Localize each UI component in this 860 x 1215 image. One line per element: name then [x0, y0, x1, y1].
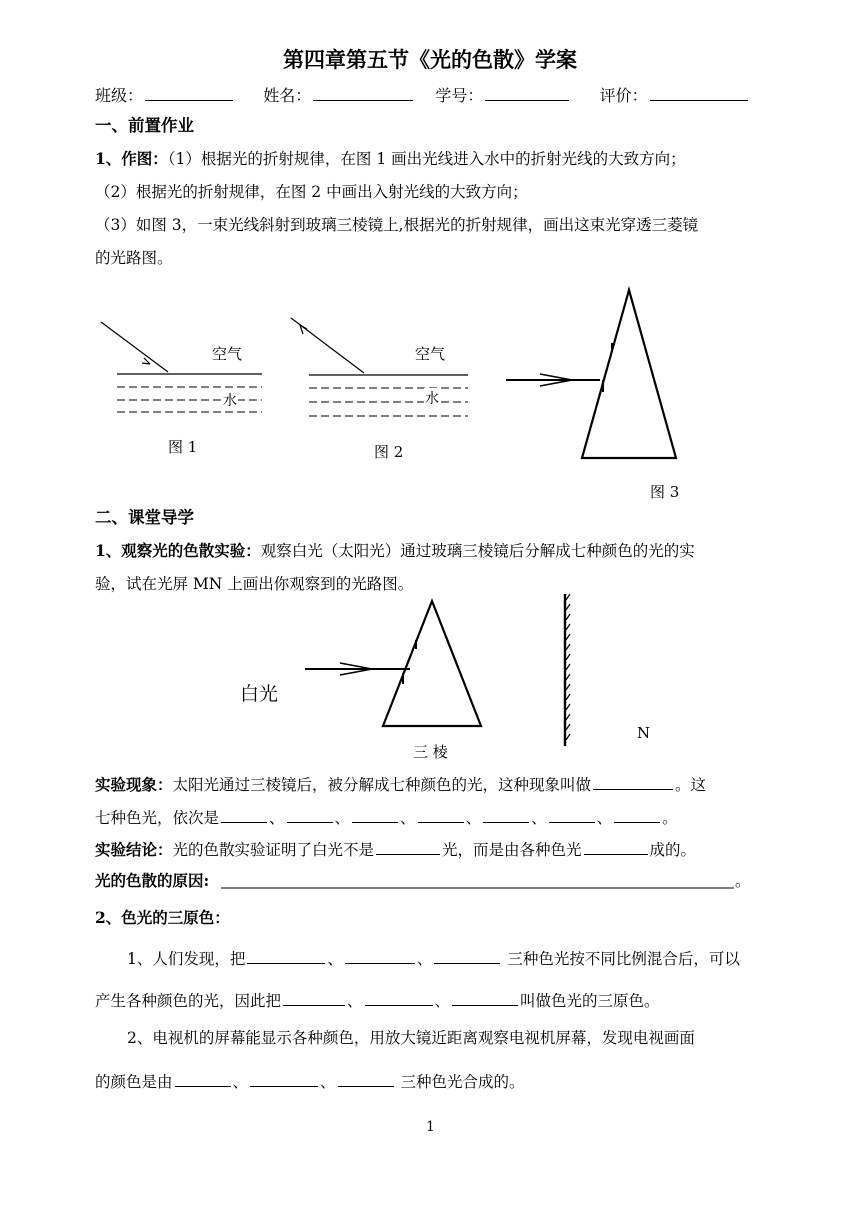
exp-line2: 验，试在光屏 MN 上画出你观察到的光路图。	[95, 575, 414, 593]
class-label: 班级：	[95, 86, 144, 105]
p2-line2	[95, 1070, 525, 1092]
p1-line2-b: 叫做色光的三原色。	[520, 992, 660, 1010]
phenomenon-line1	[95, 773, 706, 795]
figure-2	[291, 318, 468, 416]
conclusion-blank[interactable]	[584, 838, 648, 855]
conclusion-head: 实验结论：	[95, 840, 173, 859]
name-label: 姓名：	[263, 86, 312, 105]
separator: 、	[334, 809, 351, 827]
prism	[383, 601, 481, 726]
prism-label: 三 棱	[413, 743, 448, 761]
fig2-air-label: 空气	[415, 345, 446, 363]
conclusion-a: 光的色散实验证明了白光不是	[172, 841, 375, 859]
exp-head: 1、观察光的色散实验：	[95, 541, 261, 560]
page-title: 第四章第五节《光的色散》学案	[283, 48, 577, 72]
separator: 、	[327, 950, 343, 968]
color-blank[interactable]	[352, 806, 398, 823]
primary-blank[interactable]	[247, 947, 325, 964]
primary-blank[interactable]	[365, 989, 433, 1006]
tv-blank[interactable]	[338, 1070, 394, 1087]
separator: 、	[465, 809, 482, 827]
fig1-caption: 图 1	[168, 438, 198, 456]
tv-blank[interactable]	[175, 1070, 231, 1087]
conclusion-c: 成的。	[649, 841, 697, 859]
q3-line1: （3）如图 3，一束光线斜射到玻璃三棱镜上,根据光的折射规律，画出这束光穿透三菱镜	[95, 216, 699, 234]
primary-blank[interactable]	[283, 989, 345, 1006]
color-blank[interactable]	[614, 806, 660, 823]
fig2-water-label: 水	[424, 388, 440, 408]
separator: 、	[434, 992, 451, 1010]
incident-ray	[101, 322, 168, 372]
color-blank[interactable]	[287, 806, 333, 823]
phenomenon-line2	[95, 806, 678, 828]
phenomenon-line2-text: 七种色光，依次是	[95, 809, 220, 827]
fig1-air-label: 空气	[212, 345, 243, 363]
color-blank[interactable]	[483, 806, 529, 823]
p1-a: 1、人们发现，把	[127, 950, 246, 968]
p2-b: 三种色光合成的。	[400, 1073, 525, 1091]
color-blank[interactable]	[418, 806, 464, 823]
separator: 、	[232, 1073, 249, 1091]
separator: 、	[416, 950, 433, 968]
separator: 、	[596, 809, 613, 827]
cause-head: 光的色散的原因:	[95, 871, 210, 890]
primary-blank[interactable]	[452, 989, 518, 1006]
exp-text1: 观察白光（太阳光）通过玻璃三棱镜后分解成七种颜色的光的实	[260, 542, 695, 560]
dispersion-figure	[305, 594, 570, 746]
screen-hatch	[566, 594, 570, 740]
cause-end: 。	[735, 872, 751, 890]
screen-n-label: N	[637, 724, 651, 742]
fig1-water-label: 水	[222, 390, 238, 410]
exp-line1	[95, 541, 695, 561]
color-blank[interactable]	[549, 806, 595, 823]
p1-line1	[127, 947, 740, 969]
separator: 、	[531, 809, 547, 827]
id-label: 学号：	[435, 86, 484, 105]
eval-label: 评价：	[599, 86, 648, 105]
separator: 、	[400, 809, 416, 827]
p2-line1: 2、电视机的屏幕能显示各种颜色，用放大镜近距离观察电视机屏幕，发现电视画面	[127, 1029, 695, 1047]
phenomenon-blank[interactable]	[593, 773, 673, 790]
figure-3	[506, 290, 676, 458]
conclusion-line	[95, 838, 696, 860]
arrow-icon	[142, 358, 150, 364]
phenomenon-text: 太阳光通过三棱镜后，被分解成七种颜色的光，这种现象叫做	[172, 776, 592, 794]
q2-text: （2）根据光的折射规律，在图 2 中画出入射光线的大致方向；	[95, 183, 528, 201]
period: 。	[662, 809, 678, 827]
page-number: 1	[426, 1119, 435, 1135]
q1-head: 1、作图：	[95, 149, 168, 168]
conclusion-blank[interactable]	[376, 838, 440, 855]
primary-blank[interactable]	[345, 947, 415, 964]
prism	[582, 290, 676, 458]
color-blank[interactable]	[221, 806, 267, 823]
phenomenon-tail: 。这	[675, 776, 707, 794]
separator: 、	[269, 809, 285, 827]
conclusion-b: 光，而是由各种色光	[442, 841, 582, 859]
white-light-label: 白光	[240, 683, 279, 705]
q3-line2: 的光路图。	[95, 249, 173, 267]
p1-line2	[95, 989, 660, 1011]
p2-a: 的颜色是由	[95, 1073, 173, 1091]
fig2-caption: 图 2	[374, 443, 404, 461]
section1-heading: 一、前置作业	[95, 116, 194, 135]
tv-blank[interactable]	[250, 1070, 318, 1087]
primary-blank[interactable]	[434, 947, 500, 964]
separator: 、	[320, 1073, 336, 1091]
fig3-caption: 图 3	[650, 483, 680, 501]
phenomenon-head: 实验现象：	[95, 775, 173, 794]
separator: 、	[347, 992, 363, 1010]
section2-heading: 二、课堂导学	[95, 508, 194, 527]
q1-text: （1）根据光的折射规律，在图 1 画出光线进入水中的折射光线的大致方向；	[167, 150, 686, 168]
p1-line2-a: 产生各种颜色的光，因此把	[95, 992, 282, 1010]
primary-head: 2、色光的三原色：	[95, 908, 230, 927]
p1-b: 三种色光按不同比例混合后，可以	[507, 950, 740, 968]
